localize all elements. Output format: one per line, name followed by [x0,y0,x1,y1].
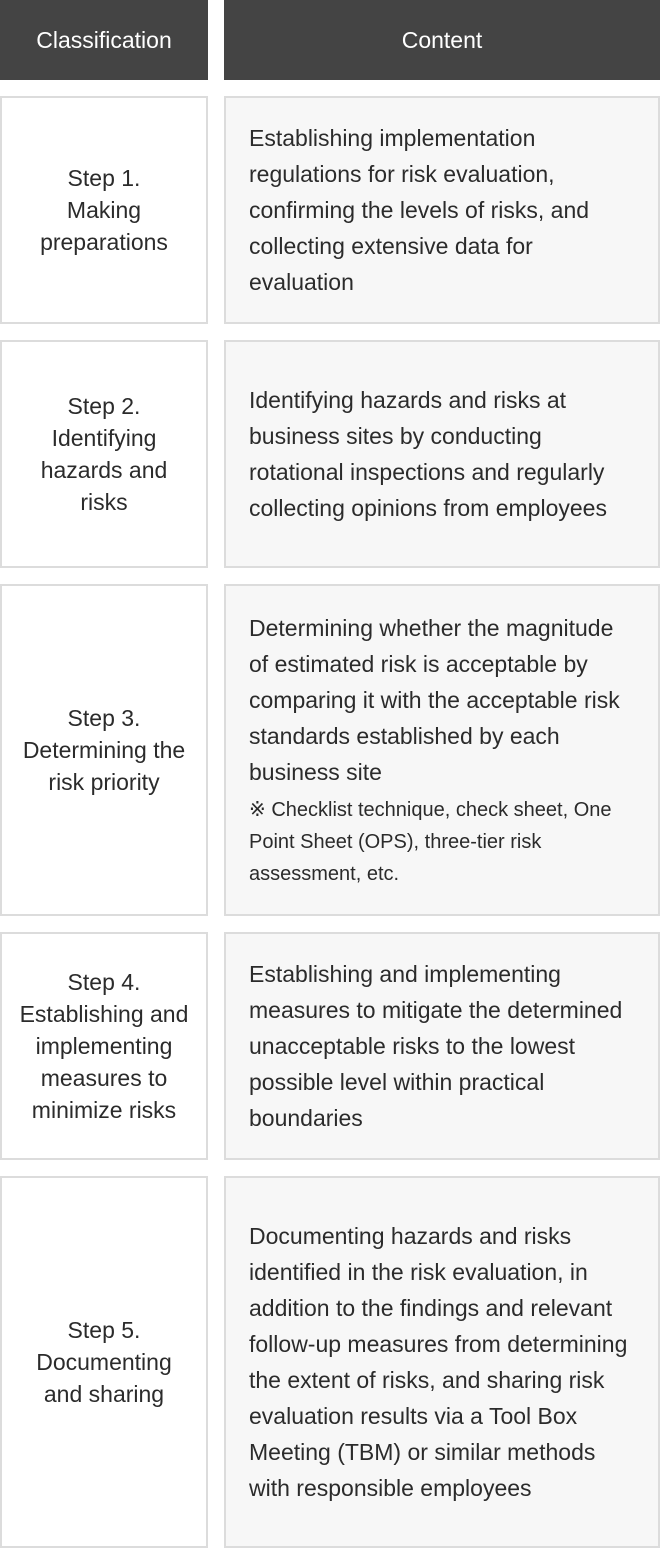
table-row-3-content [224,584,660,916]
step-description: Documenting hazards and risks identified in the risk evaluation, in addition to the findings and relevant follow-up measures from determining the extent of risks, and sharing risk evaluation results via a Tool Box Meeting (TBM) or similar methods with responsible employees [249,1223,628,1501]
table-row-5-classification [0,1176,208,1548]
step-description: Determining whether the magnitude of estimated risk is acceptable by comparing it with the acceptable risk standards established by each business site [249,615,620,785]
table-row-2-classification [0,340,208,568]
table-row-4-classification [0,932,208,1160]
table-row-1-content [224,96,660,324]
step-label: Step 2. [67,393,141,419]
step-label: Step 4. [67,969,141,995]
step-description: Establishing implementation regulations for risk evaluation, confirming the levels of risks, and collecting extensive data for evaluation [249,125,590,295]
table-row-1-classification [0,96,208,324]
step-description: Identifying hazards and risks at business sites by conducting rotational inspections and regularly collecting opinions from employees [249,387,607,521]
table-row-2-content [224,340,660,568]
table-row-3-classification [0,584,208,916]
step-title: Making preparations [40,197,168,255]
step-title: Identifying hazards and risks [40,425,168,515]
step-label: Step 3. [67,705,141,731]
step-title: Determining the risk priority [22,737,186,795]
table-row-4-content [224,932,660,1160]
step-label: Step 5. [67,1317,141,1343]
step-label: Step 1. [67,165,141,191]
step-title: Establishing and implementing measures to minimize risks [19,1001,189,1123]
header-classification: Classification [0,0,208,80]
step-note: ※ Checklist technique, check sheet, One Point Sheet (OPS), three-tier risk assessment, etc. [249,799,612,885]
header-content: Content [224,0,660,80]
step-title: Documenting and sharing [36,1349,172,1407]
step-description: Establishing and implementing measures to mitigate the determined unacceptable risks to the lowest possible level within practical boundaries [249,961,623,1131]
table-row-5-content [224,1176,660,1548]
